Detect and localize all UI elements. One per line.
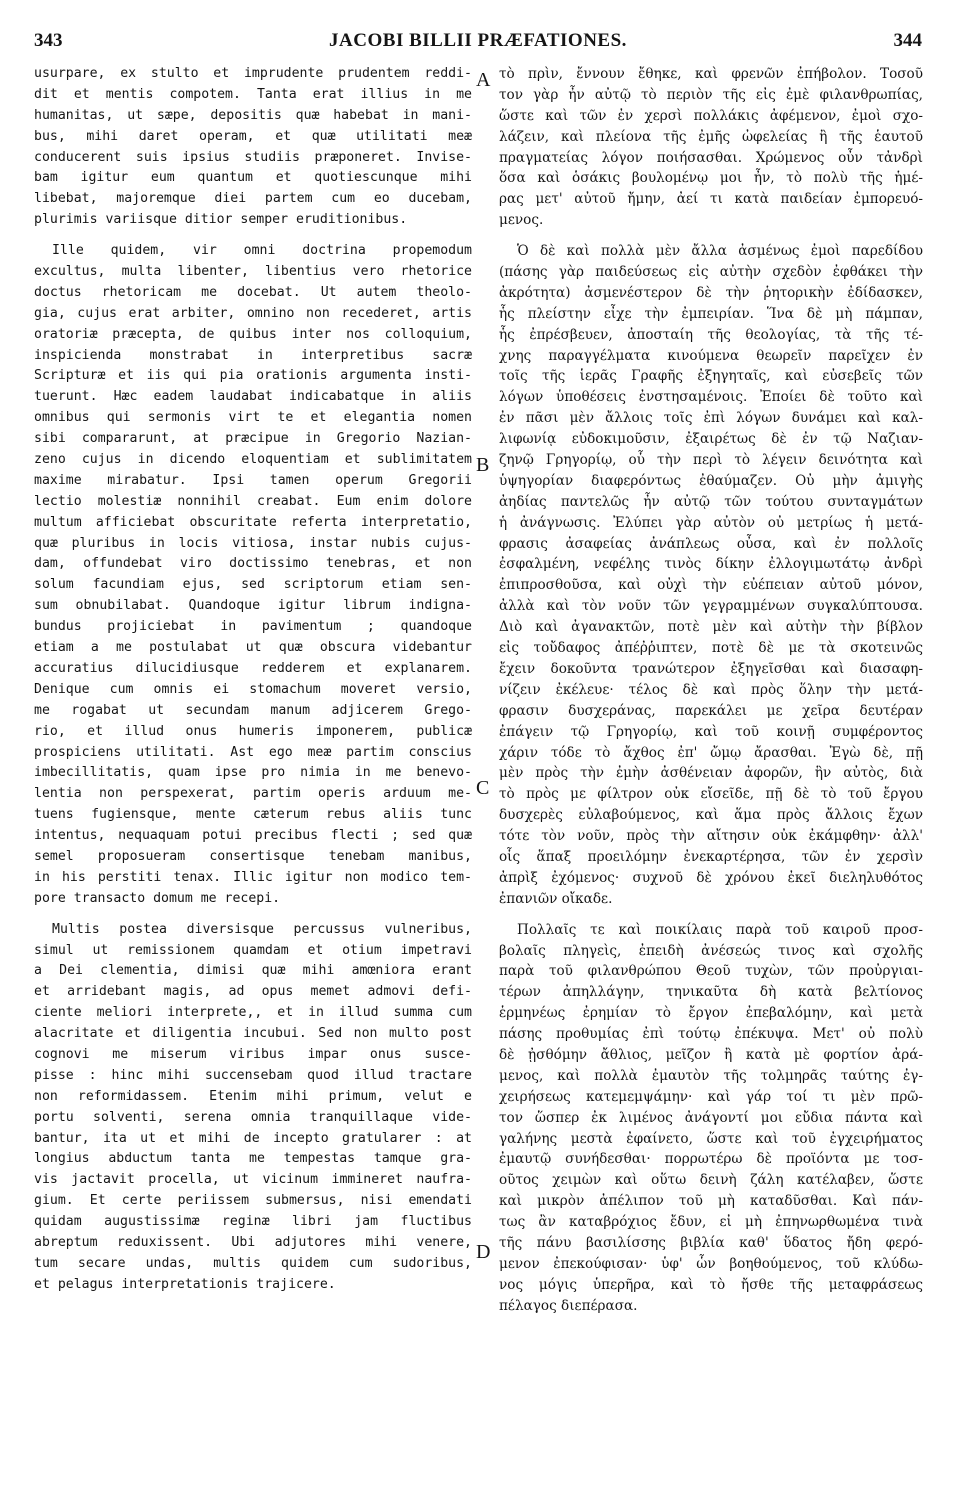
text-line: λάζειν, καὶ πλείονα τῆς ἐμῆς ὠφελείας ἢ τῆς ἑαυτοῦ (499, 128, 923, 145)
text-line: accuratius dilucidiusque redderem et explanarem. (34, 660, 472, 676)
text-line: μενος, καὶ πολλὰ ἐμαυτὸν τῆς τολμηρᾶς ταύτης ἐγ- (499, 1067, 923, 1084)
text-line: et pelagus interpretationis trajicere. (34, 1276, 336, 1292)
text-line: pisse : hinc mihi succensebam quod illud tractare (34, 1067, 472, 1083)
text-line: Multis postea diversisque percussus vulneribus, (52, 921, 472, 937)
text-line: tuerunt. Hæc eadem laudabat indicabatque in aliis (34, 389, 472, 405)
text-line: plurimis variisque ditior semper eruditionibus. (34, 212, 408, 228)
text-line: conducerent suis ipsius studiis præponeret. Invise- (34, 149, 472, 165)
paragraph (499, 241, 923, 910)
text-line: imbecillitatis, quam ipse pro nimia in me benevo- (34, 765, 472, 781)
text-line: δὲ ᾐσθόμην ἄθλιος, μεῖζον ἢ κατὰ μὲ φορτίον ἀρά- (499, 1046, 923, 1063)
text-line: et arridebant magis, ad opus memet admovi defi- (34, 984, 472, 1000)
running-header (34, 30, 922, 60)
text-line: οἷς ἅπαξ προειλόμην ἐνεκαρτέρησα, τῶν ἐν χερσὶν (499, 848, 923, 865)
text-line: tuens fugiensque, mente cæterum rebus aliis tunc (34, 807, 472, 823)
paragraph (34, 241, 472, 910)
text-line: lectio molestiæ nonnihil creabat. Eum enim dolore (34, 493, 472, 509)
text-line: ζηνῷ Γρηγορίῳ, οὗ τὴν περὶ τὸ λέγειν δεινότητα καὶ (499, 452, 923, 469)
text-line: παρὰ τοῦ φιλανθρώπου Θεοῦ τυχὼν, τῶν προὐργιαι- (499, 963, 923, 980)
text-line: doctus rhetoricam me docebat. Ut autem theolo- (34, 284, 472, 300)
text-line: δυσχερὲς εὐλαβούμενος, καὶ ἅμα πρὸς ἄλλοις ἔχων (499, 807, 923, 824)
text-line: ἀλλὰ καὶ τὸν νοῦν τῶν γεγραμμένων συγκαλύπτουσα. (499, 598, 923, 615)
text-line: Ille quidem, vir omni doctrina propemodum (52, 243, 472, 259)
text-line: ἧς πλείστην εἶχε τὴν ἐμπειρίαν. Ἵνα δὲ μὴ πάμπαν, (499, 305, 923, 322)
text-line: quidam augustissimæ reginæ libri jam fluctibus (34, 1214, 472, 1230)
text-line: νος μόγις ὑπερῆρα, καὶ τὸ ἤσθε τῆς μεταφράσεως (499, 1276, 923, 1293)
section-marker-a: A (476, 69, 491, 91)
text-line: oratoriæ præcepta, de quibus inter nos colloquium, (34, 326, 472, 342)
text-line: ἀηδίας παντελῶς ἦν αὐτῷ τῶν τούτου συνταγμάτων (499, 493, 923, 510)
text-line: ἐν πᾶσι μὲν ἄλλοις τοῖς ἐπὶ λόγων δυνάμει καὶ καλ- (499, 410, 923, 427)
text-line: γαλήνης μεστὰ ἐφαίνετο, ὥστε καὶ τοῦ ἐγχειρήματος (499, 1130, 923, 1147)
paragraph (499, 920, 923, 1317)
text-line: τον γὰρ ἦν αὐτῷ τὸ περιὸν τῆς εἰς ἐμὲ φιλανθρωπίας, (499, 86, 923, 103)
text-line: a Dei clementia, dimisi quæ mihi amœniora erant (34, 963, 472, 979)
text-line: portu solventi, serena omnia tranquillaque vide- (34, 1109, 472, 1125)
text-line: tum secare undas, multis quidem cum sudoribus, (34, 1255, 472, 1271)
text-line: Διὸ καὶ ἀγανακτῶν, ποτὲ μὲν καὶ αὐτὴν τὴν βίβλον (499, 619, 923, 636)
text-line: sibi compararunt, at præcipue in Gregorio Nazian- (34, 431, 472, 447)
text-line: τον ὥσπερ ἐκ λιμένος ἀνάγοντί μοι εὔδια πάντα καὶ (499, 1109, 923, 1126)
text-line: τως ἂν καταβρόχιος ἔδυν, εἰ μὴ ἐπηνωρθωμένα τινὰ (499, 1214, 923, 1231)
greek-column (499, 64, 923, 1317)
text-line: vis jactavit procella, ut vicinum immineret naufra- (34, 1172, 472, 1188)
text-line: humanitas, ut sæpe, depositis quæ habebat in mani- (34, 107, 472, 123)
text-line: μενον ἐπεκούφισαν· ὑφ' ὧν βοηθούμενος, τοῦ κλύδω- (499, 1255, 923, 1272)
text-line: καὶ μικρὸν ἀπέλιπον τοῦ μὴ καταδῦσθαι. Καὶ πάν- (499, 1193, 923, 1210)
text-line: in his perstiti tenax. Illic igitur non modico tem- (34, 869, 472, 885)
text-line: rio, et illud onus humeris imponerem, publicæ (34, 723, 472, 739)
text-line: semel proposueram consertisque tenebam manibus, (34, 848, 472, 864)
text-line: abreptum reduxissent. Ubi adjutores mihi venere, (34, 1234, 472, 1250)
text-line: solum facundiam ejus, sed scriptorum etiam sen- (34, 577, 472, 593)
text-line: ciente meliori interprete,, et in illud summa cum (34, 1005, 472, 1021)
text-line: bundus projiciebat in pavimentum ; quandoque (34, 619, 472, 635)
text-line: χάριν τόδε τὸ ἄχθος ἐπ' ὤμῳ ἄρασθαι. Ἐγὼ δὲ, πῇ (499, 744, 923, 761)
text-line: ἐπάγειν τῷ Γρηγορίῳ, καὶ τοῦ κοινῇ συμφέροντος (499, 723, 923, 740)
text-line: βολαῖς πληγεὶς, ἐπειδὴ ἀνέσεώς τινος καὶ σχολῆς (499, 942, 923, 959)
paragraph (499, 64, 923, 231)
text-line: πέλαγος διεπέρασα. (499, 1297, 638, 1314)
text-line: χειρήσεως κατεμεμψάμην· καὶ γάρ τοί τι μὲν πρῶ- (499, 1088, 923, 1105)
text-line: alacritate et diligentia incubui. Sed non multo post (34, 1026, 472, 1042)
text-line: τῆς πάνυ βασιλίσσης βιβλία καθ' ὕδατος ἤδη φερό- (499, 1234, 923, 1251)
section-marker-b: B (476, 454, 490, 476)
text-line: ἑρμηνέως ἐρημίαν τὸ ἔργον ἐπεβαλόμην, καὶ μετὰ (499, 1005, 923, 1022)
text-line: sum obnubilabat. Quandoque igitur librum indigna- (34, 598, 472, 614)
text-line: πάσης προθυμίας ἐπὶ τούτῳ ἐπέκυψα. Μετ' οὐ πολὺ (499, 1026, 923, 1043)
text-line: ἧς ἐπρέσβευεν, ἀποσταίη τῆς θεολογίας, τὰ τῆς τέ- (499, 326, 923, 343)
text-line: quæ pluribus in locis vitiosa, instar nubis cujus- (34, 535, 472, 551)
text-line: Ὁ δὲ καὶ πολλὰ μὲν ἄλλα ἀσμένως ἐμοὶ παρεδίδου (517, 243, 923, 260)
text-line: νίζειν ἐκέλευε· τέλος δὲ καὶ πρὸς ὅλην τὴν μετά- (499, 681, 923, 698)
text-line: πραγματείας λόγον ποιήσασθαι. Χρώμενος οὖν τἀνδρὶ (499, 149, 923, 166)
page-number-left: 343 (34, 30, 63, 51)
text-line: excultus, multa libenter, libentius vero rhetorice (34, 264, 472, 280)
text-line: intentus, nequaquam potui precibus flecti ; sed quæ (34, 828, 472, 844)
text-line: Scripturæ et iis qui pia orationis argumenta insti- (34, 368, 472, 384)
text-line: non reformidassem. Etenim mihi primum, velut e (34, 1088, 472, 1104)
text-line: longius abductum tanta me tempestas tamque gra- (34, 1151, 472, 1167)
text-line: φρασιν δυσχεράνας, παρεκάλει με χεῖρα δευτέραν (499, 702, 923, 719)
text-line: bus, mihi daret operam, et quæ utilitati meæ (34, 128, 472, 144)
text-line: lentia non perspexerat, partim operis arduum me- (34, 786, 472, 802)
text-line: Denique cum omnis ei stomachum moveret versio, (34, 681, 472, 697)
text-line: dam, offundebat viro doctissimo tenebras, et non (34, 556, 472, 572)
text-line: οῦτος χειμὼν καὶ οὕτω δεινὴ ζάλη κατέλαβεν, ὥστε (499, 1172, 923, 1189)
text-line: ἔχειν δοκοῦντα τρανώτερον ἐξηγεῖσθαι καὶ διασαφη- (499, 660, 923, 677)
text-line: etiam a me postulabat ut quæ obscura videbantur (34, 640, 472, 656)
text-line: multum afficiebat obscuritate referta interpretatio, (34, 514, 472, 530)
text-line: pore transacto domum me recepi. (34, 890, 281, 906)
text-line: simul ut remissionem quamdam et otium impetravi (34, 942, 472, 958)
section-marker-c: C (476, 777, 490, 799)
running-title: JACOBI BILLII PRÆFATIONES. (329, 30, 627, 51)
text-line: ἐπιπροσθοῦσα, καὶ οὐχὶ τὴν εὐέπειαν αὐτοῦ μόνον, (499, 577, 923, 594)
text-line: μὲν πρὸς τὴν ἐμὴν ἀσθένειαν ἀφορῶν, ἣν αὐτὸς, διὰ (499, 765, 923, 782)
text-line: χνης παραγγέλματα κινούμενα θεωρεῖν παρεῖχεν ἐν (499, 347, 923, 364)
text-line: τέρων ἀπηλλάγην, τηνικαῦτα δὴ κατὰ βελτίονος (499, 984, 923, 1001)
text-line: maxime mirabatur. Ipsi tamen operum Gregorii (34, 472, 472, 488)
text-line: ὥστε καὶ τῶν ἐν χερσὶ πολλάκις ἀφέμενον, ἐμοὶ σχο- (499, 107, 923, 124)
text-line: εἰς τοὔδαφος ἀπέῤῥιπτεν, ποτὲ δὲ με τὰ σκοτεινῶς (499, 640, 923, 657)
page-number-right: 344 (893, 30, 922, 51)
text-line: ἡ ἀνάγνωσις. Ἐλύπει γὰρ αὐτὸν οὐ μετρίως ἡ μετά- (499, 514, 923, 531)
text-line: Πολλαῖς τε καὶ ποικίλαις παρὰ τοῦ καιροῦ προσ- (517, 921, 923, 938)
text-line: libebat, majoremque diei partem cum eo ducebam, (34, 191, 472, 207)
section-marker-d: D (476, 1241, 491, 1263)
text-line: dit et mentis compotem. Tanta erat illius in me (34, 86, 472, 102)
text-line: ὑψηγορίαν διαφερόντως ἐθαύμαζεν. Οὐ μὴν ἀμιγὴς (499, 472, 923, 489)
text-line: prospiciens utilitati. Ast ego meæ partim conscius (34, 744, 472, 760)
text-line: τὸ πρὶν, ἔννουν ἔθηκε, καὶ φρενῶν ἐπήβολον. Τοσοῦ (499, 66, 923, 82)
text-line: τότε τὸν νοῦν, πρὸς τὴν αἴτησιν οὐκ ἐκάμφθην· ἀλλ' (499, 828, 923, 845)
text-line: ρας μετ' αὐτοῦ ἤμην, ἀεί τι κατὰ παιδείαν ἐμπορευό- (499, 191, 923, 208)
text-line: gium. Et certe periissem submersus, nisi emendati (34, 1193, 472, 1209)
text-line: zeno cujus in dicendo eloquentiam et sublimitatem (34, 452, 472, 468)
text-line: λόγων ὑποθέσεις ἐνστησαμένοις. Ἐποίει δὲ τοῦτο καὶ (499, 389, 923, 406)
text-line: τὸ πρὸς με φίλτρον οὐκ εἴσεῖδε, πῇ δὲ τὸ τοῦ ἔργου (499, 786, 923, 803)
text-line: usurpare, ex stulto et imprudente prudentem reddi- (34, 66, 472, 81)
latin-column (34, 64, 472, 1296)
text-line: bam igitur eum quantum et quotiescunque mihi (34, 170, 472, 186)
text-line: omnibus qui sermonis virt te et elegantia nomen (34, 410, 472, 426)
text-line: inspicienda monstrabat in interpretibus sacræ (34, 347, 472, 363)
text-line: bantur, ita ut et mihi de incepto gratularer : at (34, 1130, 472, 1146)
text-line: τοῖς τῆς ἱερᾶς Γραφῆς ἐξηγηταῖς, καὶ εὐσεβεῖς τῶν (499, 368, 923, 385)
text-line: ἐμαυτῷ συνήδεσθαι· πορρωτέρω δὲ προϊόντα με τοσ- (499, 1151, 923, 1168)
text-line: gia, cujus erat arbiter, omnino non recederet, artis (34, 305, 472, 321)
text-line: ἀκρότητα) ἀσμενέστερον δὲ τὴν ῥητορικὴν ἐδίδασκεν, (499, 284, 923, 301)
paragraph (34, 920, 472, 1296)
text-line: ἀπρὶξ ἐχόμενος· συχνοῦ δὲ χρόνου ἐκεῖ διεληλυθότος (499, 869, 923, 886)
text-line: me rogabat ut secundam manum adjicerem Grego- (34, 702, 472, 718)
text-line: ἐπανιῶν οἴκαδε. (499, 890, 613, 907)
text-line: μενος. (499, 212, 544, 229)
text-line: λιφωνίᾳ εὐδοκιμοῦσιν, ἐξαιρέτως δὲ ἐν τῷ Ναζιαν- (499, 431, 923, 448)
text-line: cognovi me miserum viribus impar onus susce- (34, 1046, 472, 1062)
text-line: φρασις ἀσαφείας ἀνάπλεως οὖσα, καὶ ἐν πολλοῖς (499, 535, 923, 552)
text-line: ἐσφαλμένη, νεφέλης τινὸς δίκην ἐλλογιμωτάτῳ ἀνδρὶ (499, 556, 923, 573)
paragraph (34, 64, 472, 231)
text-line: (πάσης γὰρ παιδεύσεως εἰς αὐτὴν σχεδὸν ἐφθάκει τὴν (499, 264, 923, 281)
text-line: ὅσα καὶ ὁσάκις βουλομένῳ μοι ἦν, τὸ πολὺ τῆς ἡμέ- (499, 170, 923, 187)
